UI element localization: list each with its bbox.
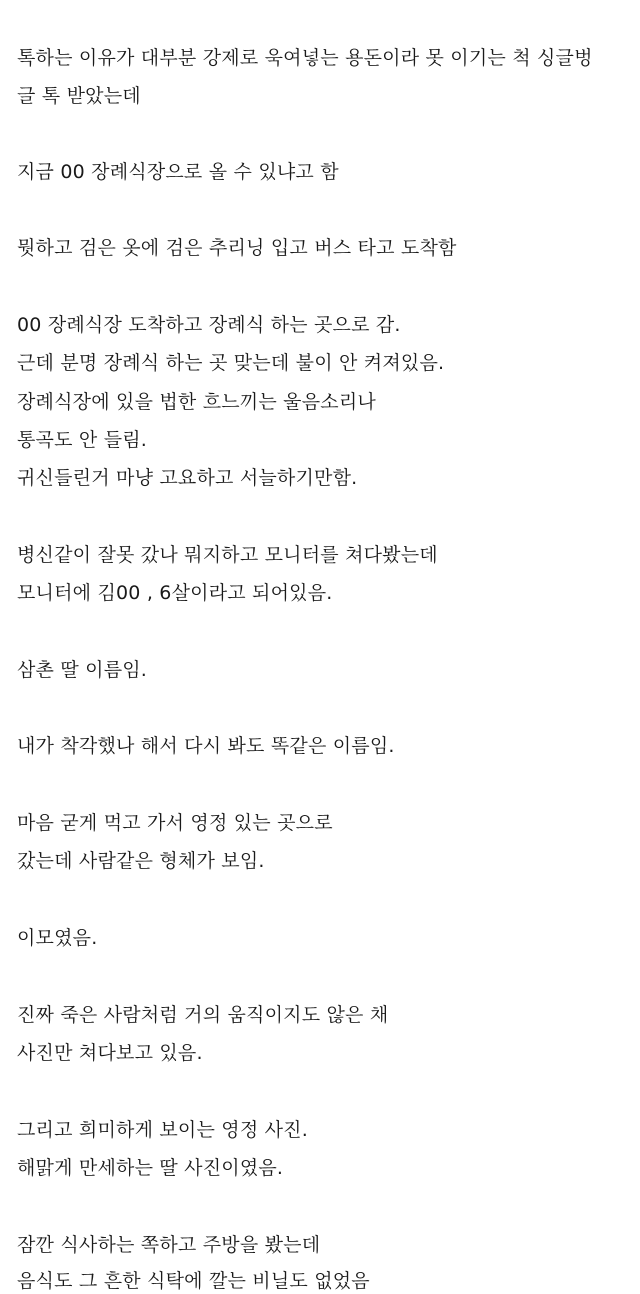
text-line: 00 장례식장 도착하고 장례식 하는 곳으로 감. xyxy=(17,314,401,336)
text-line: 사진만 쳐다보고 있음. xyxy=(17,1042,203,1064)
text-line: 내가 착각했나 해서 다시 봐도 똑같은 이름임. xyxy=(17,735,395,757)
text-line: 장례식장에 있을 법한 흐느끼는 울음소리나 xyxy=(17,391,376,413)
text-line: 모니터에 김00 , 6살이라고 되어있음. xyxy=(17,582,333,604)
text-line: 귀신들린거 마냥 고요하고 서늘하기만함. xyxy=(17,467,358,489)
text-line: 진짜 죽은 사람처럼 거의 움직이지도 않은 채 xyxy=(17,1004,389,1026)
text-line: 잠깐 식사하는 쪽하고 주방을 봤는데 xyxy=(17,1234,321,1256)
text-line: 톡하는 이유가 대부분 강제로 욱여넣는 용돈이라 못 이기는 척 싱글벙 xyxy=(17,47,593,69)
text-line: 그리고 희미하게 보이는 영정 사진. xyxy=(17,1119,308,1141)
text-line: 마음 굳게 먹고 가서 영정 있는 곳으로 xyxy=(17,812,333,834)
text-line: 갔는데 사람같은 형체가 보임. xyxy=(17,850,265,872)
text-line: 통곡도 안 들림. xyxy=(17,429,148,451)
text-line: 음식도 그 흔한 식탁에 깔는 비닐도 없었음 xyxy=(17,1270,370,1292)
text-line: 삼촌 딸 이름임. xyxy=(17,659,148,681)
text-line: 해맑게 만세하는 딸 사진이였음. xyxy=(17,1157,284,1179)
text-line: 이모였음. xyxy=(17,927,98,949)
text-line: 병신같이 잘못 갔나 뭐지하고 모니터를 쳐다봤는데 xyxy=(17,544,438,566)
text-line: 지금 00 장례식장으로 올 수 있냐고 함 xyxy=(17,161,339,183)
text-line: 근데 분명 장례식 하는 곳 맞는데 불이 안 켜져있음. xyxy=(17,352,445,374)
text-line: 뭣하고 검은 옷에 검은 추리닝 입고 버스 타고 도착함 xyxy=(17,237,457,259)
text-line: 글 톡 받았는데 xyxy=(17,85,141,107)
